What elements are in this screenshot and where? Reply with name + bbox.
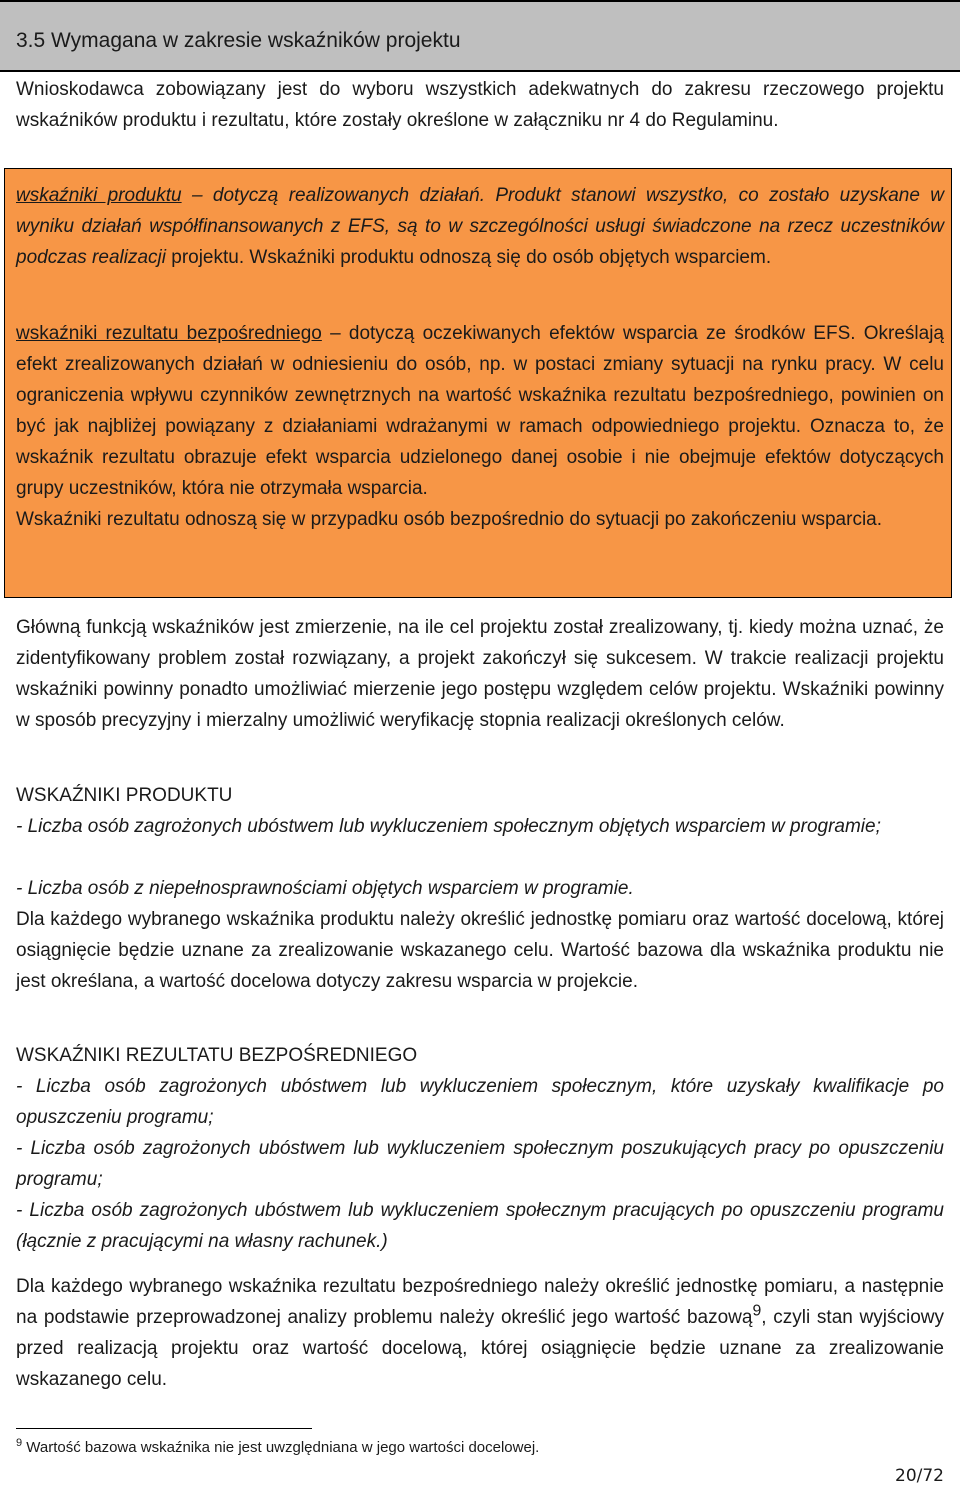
footnote-text: Wartość bazowa wskaźnika nie jest uwzględniana w jego wartości docelowej. <box>22 1439 540 1456</box>
footnote-number: 9 <box>16 1437 23 1449</box>
rezultat-description: – dotyczą oczekiwanych efektów wsparcia ze środków EFS. Określają efekt zrealizowanych działań w odniesieniu do osób, np. w postaci zmiany sytuacji na rynku pracy. W celu ograniczenia wpływu czynników zewnętrznych na wartość wskaźnika rezultatu bezpośredniego, powinien on być jak najbliżej powiązany z działaniami wdrażanymi w ramach odpowiedniego projektu. Oznacza to, że wskaźnik rezultatu obrazuje efekt wsparcia udzielonego danej osobie i nie obejmuje efektów dotyczących grupy uczestników, która nie otrzymała wsparcia. <box>16 323 945 499</box>
rezultat-item-2: - Liczba osób zagrożonych ubóstwem lub wykluczeniem społecznym poszukujących pracy po opuszczeniu programu; <box>16 1138 944 1190</box>
rezultat-description-paragraph <box>16 1271 944 1395</box>
section-title: 3.5 Wymagana w zakresie wskaźników projektu <box>16 29 461 52</box>
produkt-item-2: - Liczba osób z niepełnosprawnościami objętych wsparciem w programie. <box>16 878 634 899</box>
rezultat-heading: WSKAŹNIKI REZULTATU BEZPOŚREDNIEGO <box>16 1045 418 1066</box>
footnote <box>16 1438 539 1458</box>
page-number: 20/72 <box>895 1466 944 1486</box>
produkt-definition <box>16 180 944 273</box>
produkt-description-rest: projektu. Wskaźniki produktu odnoszą się do osób objętych wsparciem. <box>165 247 772 268</box>
rezultat-last-sentence: Wskaźniki rezultatu odnoszą się w przypadku osób bezpośrednio do sytuacji po zakończeniu wsparcia. <box>16 509 883 530</box>
footnote-ref[interactable]: 9 <box>752 1302 762 1320</box>
rezultat-item-1: - Liczba osób zagrożonych ubóstwem lub wykluczeniem społecznym, które uzyskały kwalifikacje po opuszczeniu programu; <box>16 1076 944 1128</box>
produkt-description-paragraph: Dla każdego wybranego wskaźnika produktu należy określić jednostkę pomiaru oraz wartość docelową, której osiągnięcie będzie uznane za zrealizowanie wskazanego celu. Wartość bazowa dla wskaźnika produktu nie jest określana, a wartość docelowa dotyczy zakresu wsparcia w projekcie. <box>16 909 944 992</box>
rezultat-desc-part-2: , czyli stan wyjściowy przed realizacją projektu oraz wartość docelową, której osiągnięcie będzie uznane za zrealizowanie wskazanego celu. <box>16 1307 945 1390</box>
rezultat-term: wskaźniki rezultatu bezpośredniego <box>16 323 322 344</box>
rezultat-desc-part-1: Dla każdego wybranego wskaźnika rezultatu bezpośredniego należy określić jednostkę pomiaru, a następnie na podstawie przeprowadzonej analizy problemu należy określić jego wartość bazową <box>16 1276 944 1328</box>
footnote-divider <box>16 1428 312 1429</box>
section-header-bar <box>0 0 960 72</box>
rezultat-item-3: - Liczba osób zagrożonych ubóstwem lub wykluczeniem społecznym pracujących po opuszczeniu programu (łącznie z pracującymi na własny rachunek.) <box>16 1200 944 1252</box>
intro-paragraph: Wnioskodawca zobowiązany jest do wyboru wszystkich adekwatnych do zakresu rzeczowego projektu wskaźników produktu i rezultatu, które zostały określone w załączniku nr 4 do Regulaminu. <box>16 79 944 131</box>
produkt-term: wskaźniki produktu <box>16 185 182 206</box>
produkt-description: – dotyczą realizowanych działań. Produkt stanowi wszystko, co zostało uzyskane w wyniku działań współfinansowanych z EFS, są to w szczególności usługi świadczone na rzecz uczestników podczas realizacji <box>16 185 944 268</box>
function-paragraph: Główną funkcją wskaźników jest zmierzenie, na ile cel projektu został zrealizowany, tj. kiedy można uznać, że zidentyfikowany problem został rozwiązany, a projekt zakończył się sukcesem. W trakcie realizacji projektu wskaźniki powinny ponadto umożliwiać mierzenie jego postępu względem celów projektu. Wskaźniki powinny w sposób precyzyjny i mierzalny umożliwić weryfikację stopnia realizacji określonych celów. <box>16 617 944 731</box>
produkt-item-1: - Liczba osób zagrożonych ubóstwem lub wykluczeniem społecznym objętych wsparciem w programie; <box>16 816 881 837</box>
rezultat-definition <box>16 318 944 535</box>
produkt-heading: WSKAŹNIKI PRODUKTU <box>16 785 233 806</box>
